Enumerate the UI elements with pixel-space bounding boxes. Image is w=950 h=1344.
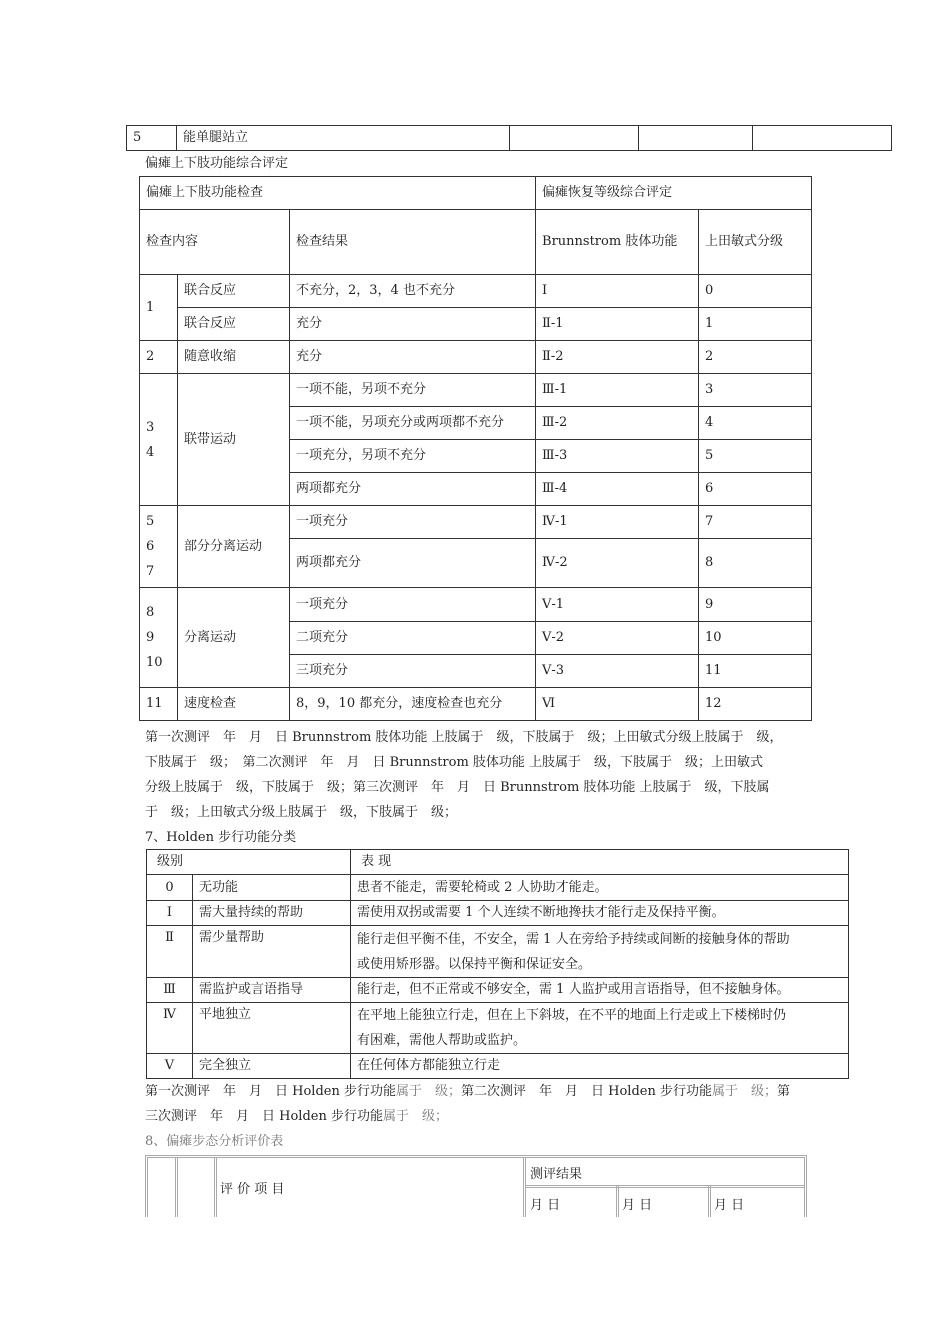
row-result: 三项充分 xyxy=(290,655,536,688)
holden-desc: 需使用双拐或需要 1 个人连续不断地搀扶才能行走及保持平衡。 xyxy=(351,901,849,926)
group-num: 2 xyxy=(140,341,178,374)
col-brunnstrom: Brunnstrom 肢体功能 xyxy=(536,210,699,275)
row-brunnstrom: Ⅱ-2 xyxy=(536,341,699,374)
row-result: 一项充分，另项不充分 xyxy=(290,440,536,473)
holden-name: 无功能 xyxy=(193,875,351,901)
brunnstrom-record-line: 于 级；上田敏式分级上肢属于 级，下肢属于 级； xyxy=(145,805,458,820)
holden-record-text: 属于 级； xyxy=(395,1084,461,1099)
row-result: 8，9，10 都充分，速度检查也充分 xyxy=(290,688,536,721)
group-num: 8 9 10 xyxy=(140,588,178,688)
row-brunnstrom: Ⅴ-3 xyxy=(536,655,699,688)
row-brunnstrom: Ⅲ-2 xyxy=(536,407,699,440)
row-brunnstrom: Ⅴ-2 xyxy=(536,622,699,655)
holden-desc: 在任何体方都能独立行走 xyxy=(351,1054,849,1079)
col-result: 检查结果 xyxy=(290,210,536,275)
group-num: 5 6 7 xyxy=(140,506,178,588)
holden-name: 需大量持续的帮助 xyxy=(193,901,351,926)
holden-desc: 能行走，但不正常或不够安全，需 1 人监护或用言语指导，但不接触身体。 xyxy=(351,978,849,1003)
group-item: 联合反应 xyxy=(178,308,290,341)
header-right: 偏瘫恢复等级综合评定 xyxy=(536,177,812,210)
brunnstrom-table xyxy=(139,176,812,721)
holden-record-text: 第二次测评 年 月 日 Holden 步行功能 xyxy=(461,1084,712,1099)
row-ueda: 8 xyxy=(699,539,812,588)
gait-col-item: 评 价 项 目 xyxy=(220,1182,285,1197)
holden-name: 平地独立 xyxy=(193,1003,351,1054)
row-ueda: 0 xyxy=(699,275,812,308)
holden-col-level: 级别 xyxy=(147,850,351,875)
section-title-brunnstrom: 偏瘫上下肢功能综合评定 xyxy=(145,156,289,171)
row-ueda: 10 xyxy=(699,622,812,655)
top-row-table xyxy=(126,125,892,151)
row-ueda: 12 xyxy=(699,688,812,721)
gait-date: 月 日 xyxy=(714,1198,745,1213)
row-brunnstrom: Ⅳ-2 xyxy=(536,539,699,588)
row-brunnstrom: Ⅲ-4 xyxy=(536,473,699,506)
holden-name: 需少量帮助 xyxy=(193,926,351,978)
holden-record-text: 属于 级； xyxy=(711,1084,777,1099)
row-brunnstrom: Ⅴ-1 xyxy=(536,588,699,622)
row-result: 一项不能，另项充分或两项都不充分 xyxy=(290,407,536,440)
group-num: 11 xyxy=(140,688,178,721)
row-ueda: 6 xyxy=(699,473,812,506)
row-result: 不充分，2，3，4 也不充分 xyxy=(290,275,536,308)
holden-desc: 能行走但平衡不佳，不安全，需 1 人在旁给予持续或间断的接触身体的帮助 xyxy=(357,931,790,947)
brunnstrom-record-line: 分级上肢属于 级，下肢属于 级；第三次测评 年 月 日 Brunnstrom 肢体功能 上肢属于 级，下肢属 xyxy=(145,780,770,795)
gait-date: 月 日 xyxy=(622,1198,653,1213)
top-row-label: 能单腿站立 xyxy=(177,126,510,151)
row-ueda: 3 xyxy=(699,374,812,407)
holden-level: Ⅰ xyxy=(147,901,193,926)
holden-desc: 患者不能走，需要轮椅或 2 人协助才能走。 xyxy=(351,875,849,901)
row-result: 一项不能，另项不充分 xyxy=(290,374,536,407)
gait-col-result: 测评结果 xyxy=(530,1167,583,1182)
row-ueda: 9 xyxy=(699,588,812,622)
row-ueda: 7 xyxy=(699,506,812,539)
section-title-gait: 8、偏瘫步态分析评价表 xyxy=(145,1134,284,1149)
row-ueda: 2 xyxy=(699,341,812,374)
holden-record-line-2 xyxy=(145,1104,448,1129)
row-brunnstrom: Ⅰ xyxy=(536,275,699,308)
group-num: 3 4 xyxy=(140,374,178,506)
holden-record-text: 属于 级； xyxy=(382,1109,448,1124)
holden-level: 0 xyxy=(147,875,193,901)
group-item: 联合反应 xyxy=(178,275,290,308)
section-title-holden: 7、Holden 步行功能分类 xyxy=(145,830,297,845)
brunnstrom-record-line: 第一次测评 年 月 日 Brunnstrom 肢体功能 上肢属于 级，下肢属于 级；上田敏式分级上肢属于 级， xyxy=(145,730,783,745)
row-result: 两项都充分 xyxy=(290,473,536,506)
holden-level: Ⅱ xyxy=(147,926,193,978)
row-ueda: 1 xyxy=(699,308,812,341)
holden-record-text: 三次测评 年 月 日 Holden 步行功能 xyxy=(145,1109,383,1124)
holden-name: 完全独立 xyxy=(193,1054,351,1079)
holden-desc: 在平地上能独立行走，但在上下斜坡，在不平的地面上行走或上下楼梯时仍 xyxy=(357,1008,787,1023)
gait-date: 月 日 xyxy=(530,1198,561,1213)
top-row-num: 5 xyxy=(127,126,177,151)
holden-desc-cont: 有困难，需他人帮助或监护。 xyxy=(357,1033,527,1048)
holden-level: Ⅳ xyxy=(147,1003,193,1054)
brunnstrom-record-line: 下肢属于 级； 第二次测评 年 月 日 Brunnstrom 肢体功能 上肢属于 级，下肢属于 级；上田敏式 xyxy=(145,755,764,770)
row-ueda: 11 xyxy=(699,655,812,688)
header-left: 偏瘫上下肢功能检查 xyxy=(140,177,536,210)
group-item: 联带运动 xyxy=(178,374,290,506)
group-item: 部分分离运动 xyxy=(178,506,290,588)
row-brunnstrom: Ⅵ xyxy=(536,688,699,721)
row-ueda: 4 xyxy=(699,407,812,440)
row-ueda: 5 xyxy=(699,440,812,473)
holden-record-text: 第 xyxy=(777,1084,791,1099)
row-result: 充分 xyxy=(290,341,536,374)
holden-table xyxy=(146,849,849,1079)
col-content: 检查内容 xyxy=(140,210,290,275)
row-result: 充分 xyxy=(290,308,536,341)
row-result: 一项充分 xyxy=(290,588,536,622)
group-num: 1 xyxy=(140,275,178,341)
gait-table xyxy=(145,1155,807,1217)
row-result: 一项充分 xyxy=(290,506,536,539)
holden-level: Ⅲ xyxy=(147,978,193,1003)
holden-name: 需监护或言语指导 xyxy=(193,978,351,1003)
holden-level: Ⅴ xyxy=(147,1054,193,1079)
row-result: 两项都充分 xyxy=(290,539,536,588)
row-brunnstrom: Ⅲ-1 xyxy=(536,374,699,407)
holden-record-text: 第一次测评 年 月 日 Holden 步行功能 xyxy=(145,1084,396,1099)
row-result: 二项充分 xyxy=(290,622,536,655)
row-brunnstrom: Ⅱ-1 xyxy=(536,308,699,341)
row-brunnstrom: Ⅲ-3 xyxy=(536,440,699,473)
holden-record-line-1 xyxy=(145,1079,790,1104)
row-brunnstrom: Ⅳ-1 xyxy=(536,506,699,539)
col-ueda: 上田敏式分级 xyxy=(699,210,812,275)
group-item: 速度检查 xyxy=(178,688,290,721)
group-item: 分离运动 xyxy=(178,588,290,688)
group-item: 随意收缩 xyxy=(178,341,290,374)
holden-col-desc: 表 现 xyxy=(351,850,849,875)
holden-desc-cont: 或使用矫形器。以保持平衡和保证安全。 xyxy=(357,956,592,972)
